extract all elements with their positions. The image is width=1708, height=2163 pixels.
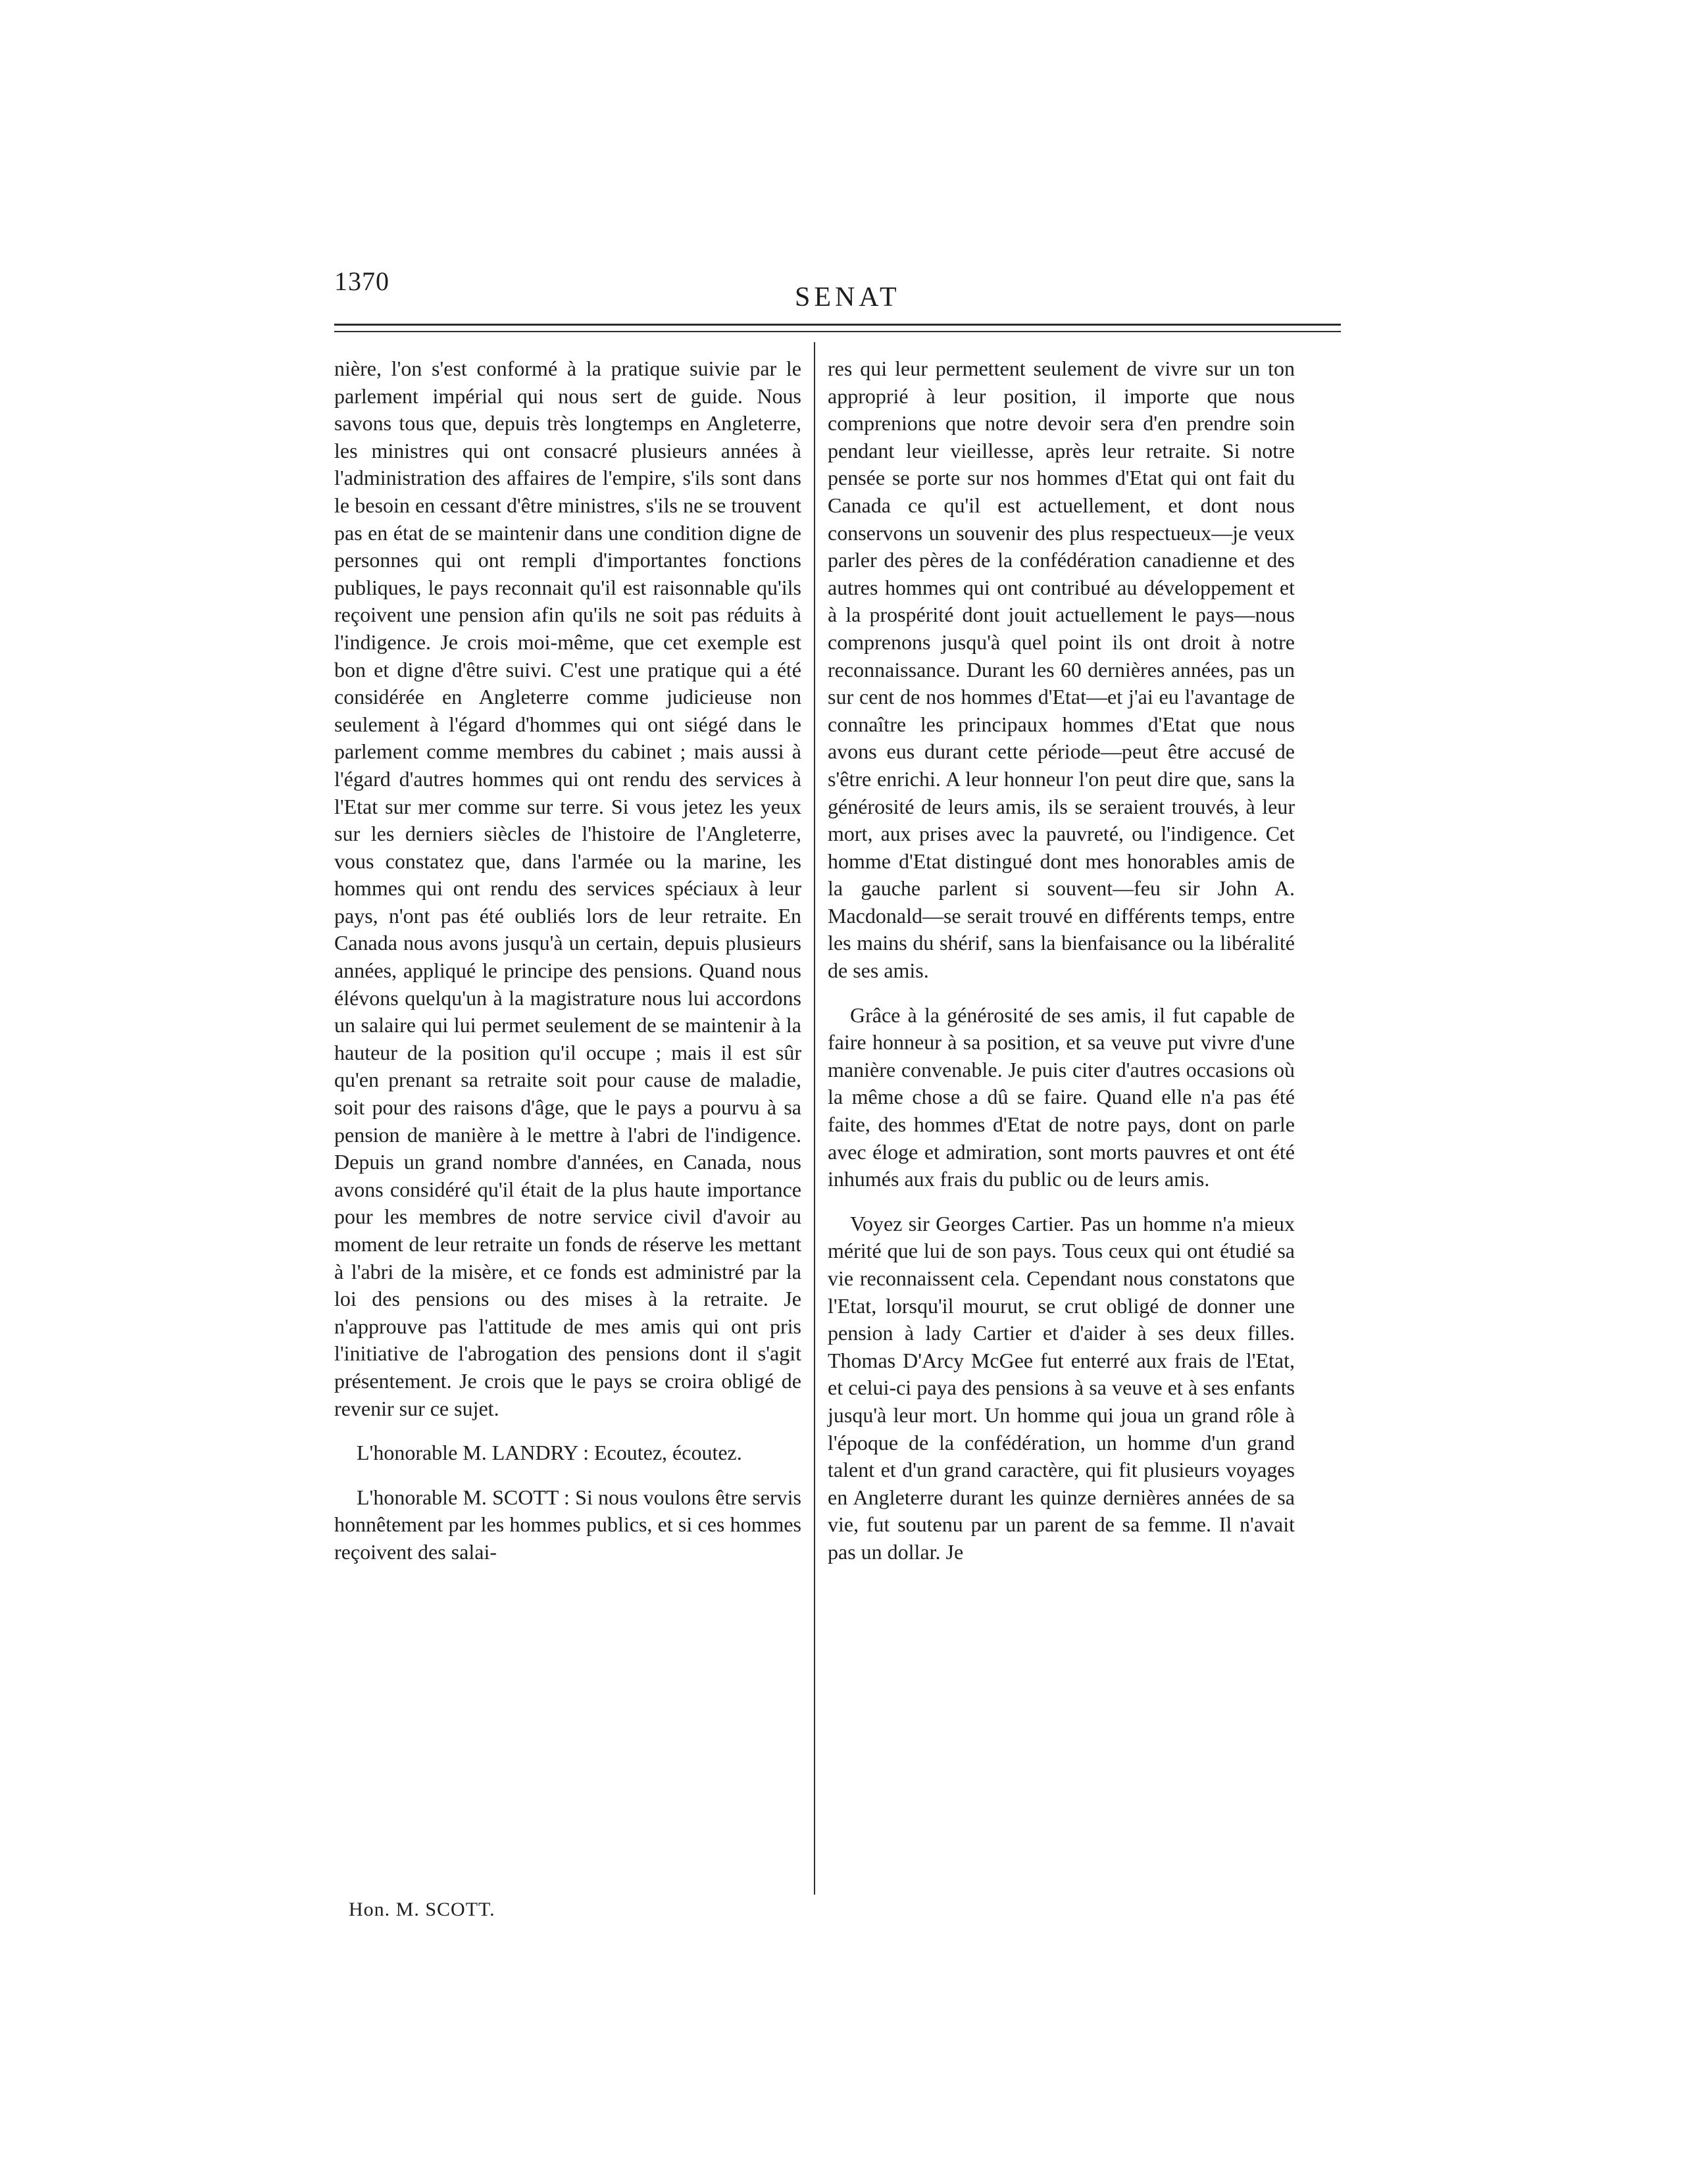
page-title: SENAT — [795, 282, 901, 312]
left-paragraph-landry: L'honorable M. LANDRY : Ecoutez, écoutez. — [357, 1441, 742, 1465]
column-divider — [814, 342, 815, 1895]
header-rule-top — [334, 324, 1341, 326]
right-column — [828, 355, 1295, 1566]
left-paragraph-1: nière, l'on s'est conformé à la pratique suivie par le parlement impérial qui nous sert de guide. Nous savons tous que, depuis très longtemps en Angleterre, les ministres qui ont consacré plusieurs années à l'administration des affaires de l'empire, s'ils sont dans le besoin en cessant d'être ministres, s'ils ne se trouvent pas en état de se maintenir dans une condition digne de personnes qui ont rempli d'importantes fonctions publiques, le pays reconnait qu'il est raisonnable qu'ils reçoivent une pension afin qu'ils ne soit pas réduits à l'indigence. Je crois moi-même, que cet exemple est bon et digne d'être suivi. C'est une pratique qui a été considérée en Angleterre comme judicieuse non seulement à l'égard d'hommes qui ont siégé dans le parlement comme membres du cabinet ; mais aussi à l'égard d'autres hommes qui ont rendu des services à l'Etat sur mer comme sur terre. Si vous jetez les yeux sur les derniers siècles de l'histoire de l'Angleterre, vous constatez que, dans l'armée ou la marine, les hommes qui ont rendu des services spéciaux à leur pays, n'ont pas été oubliés lors de leur retraite. En Canada nous avons jusqu'à un certain, depuis plusieurs années, appliqué le principe des pensions. Quand nous élévons quelqu'un à la magistrature nous lui accordons un salaire qui lui permet seulement de se maintenir à la hauteur de la position qu'il occupe ; mais il est sûr qu'en prenant sa retraite soit pour cause de maladie, soit pour des raisons d'âge, que le pays a pourvu à sa pension de manière à le mettre à l'abri de l'indigence. Depuis un grand nombre d'années, en Canada, nous avons considéré qu'il était de la plus haute importance pour les membres de notre service civil d'avoir au moment de leur retraite un fonds de réserve les mettant à l'abri de la misère, et ce fonds est administré par la loi des pensions ou des mises à la retraite. Je n'approuve pas l'attitude de mes amis qui ont pris l'initiative de l'abrogation des pensions dont il s'agit présentement. Je crois que le pays se croira obligé de revenir sur ce sujet. — [334, 357, 801, 1420]
left-paragraph-scott: L'honorable M. SCOTT : Si nous voulons être servis honnêtement par les hommes publics, et si ces hommes reçoivent des salai- — [334, 1485, 801, 1564]
left-column — [334, 355, 801, 1566]
right-paragraph-2: Grâce à la générosité de ses amis, il fut capable de faire honneur à sa position, et sa veuve put vivre d'une manière convenable. Je puis citer d'autres occasions où la même chose a dû se faire. Quand elle n'a pas été faite, des hommes d'Etat de notre pays, dont on parle avec éloge et admiration, sont morts pauvres et ont été inhumés aux frais du public ou de leurs amis. — [828, 1003, 1295, 1191]
page-number: 1370 — [334, 266, 389, 296]
header-rule-bottom — [334, 331, 1341, 332]
right-paragraph-1: res qui leur permettent seulement de vivre sur un ton approprié à leur position, il importe que nous comprenions que notre devoir sera d'en prendre soin pendant leur vieillesse, après leur retraite. Si notre pensée se porte sur nos hommes d'Etat qui ont fait du Canada ce qu'il est actuellement, et dont nous conservons un souvenir des plus respectueux—je veux parler des pères de la confédération canadienne et des autres hommes qui ont contribué au développement et à la prospérité dont jouit actuellement le pays—nous comprenons jusqu'à quel point ils ont droit à notre reconnaissance. Durant les 60 dernières années, pas un sur cent de nos hommes d'Etat—et j'ai eu l'avantage de connaître les principaux hommes d'Etat que nous avons eus durant cette période—peut être accusé de s'être enrichi. A leur honneur l'on peut dire que, sans la générosité de leurs amis, ils se seraient trouvés, à leur mort, aux prises avec la pauvreté, ou l'indigence. Cet homme d'Etat distingué dont mes honorables amis de la gauche parlent si souvent—feu sir John A. Macdonald—se serait trouvé en différents temps, entre les mains du shérif, sans la bienfaisance ou la libéralité de ses amis. — [828, 357, 1295, 983]
right-paragraph-3: Voyez sir Georges Cartier. Pas un homme n'a mieux mérité que lui de son pays. Tous ceux qui ont étudié sa vie reconnaissent cela. Cependant nous constatons que l'Etat, lorsqu'il mourut, se crut obligé de donner une pension à lady Cartier et d'aider à ses deux filles. Thomas D'Arcy McGee fut enterré aux frais de l'Etat, et celui-ci paya des pensions à sa veuve et à ses enfants jusqu'à leur mort. Un homme qui joua un grand rôle à l'époque de la confédération, un homme d'un grand talent et d'un grand caractère, qui fit plusieurs voyages en Angleterre durant les quinze dernières années de sa vie, fut soutenu par un parent de sa femme. Il n'avait pas un dollar. Je — [828, 1211, 1295, 1564]
running-footer-speaker: Hon. M. SCOTT. — [349, 1899, 495, 1920]
